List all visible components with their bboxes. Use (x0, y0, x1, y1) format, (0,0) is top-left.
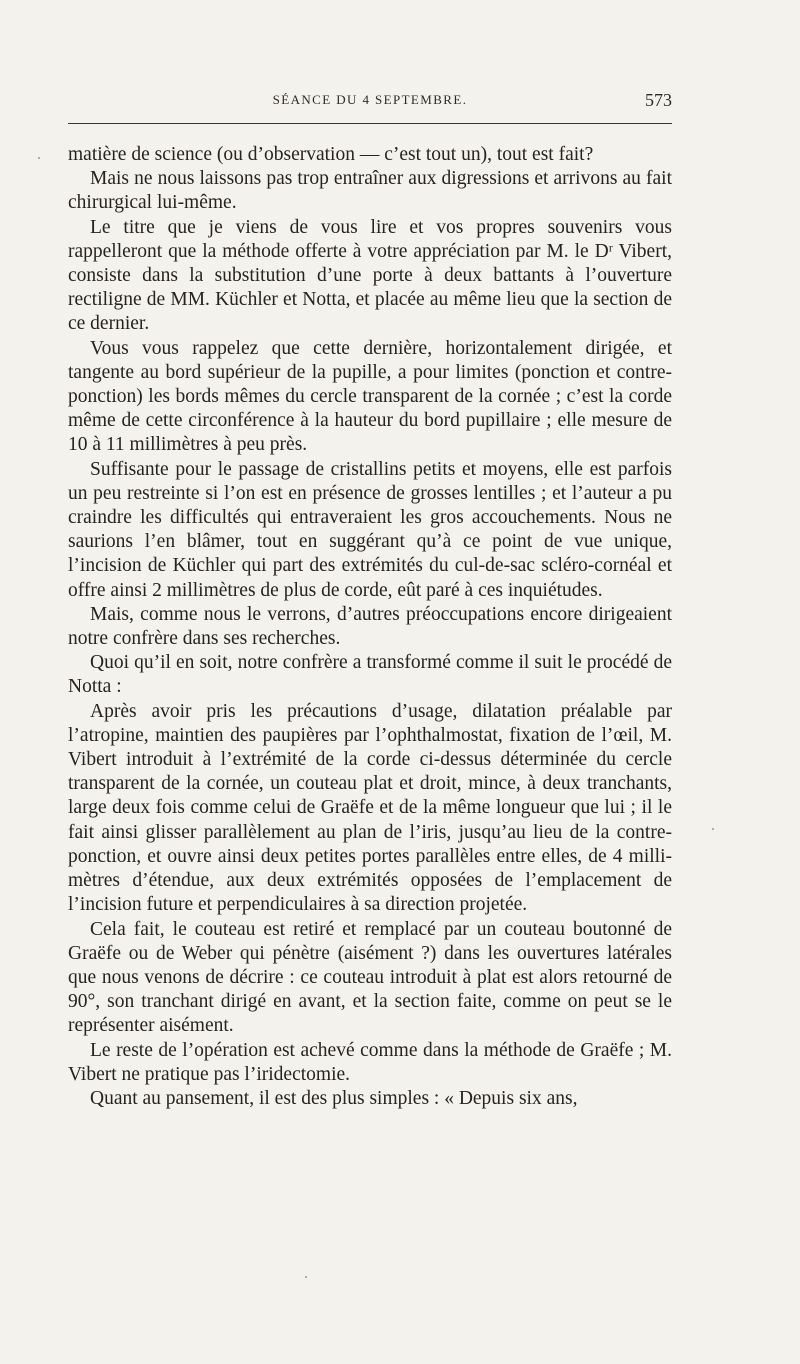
paragraph-continuation: matière de science (ou d’observation — c’est tout un), tout est fait? (68, 144, 594, 165)
paragraph: Quoi qu’il en soit, notre confrère a transformé comme il suit le procédé de Notta : (68, 652, 672, 698)
body-text (68, 143, 672, 1111)
paragraph: Quant au pansement, il est des plus simples : « Depuis six ans, (90, 1087, 578, 1109)
paper-speck (305, 1276, 307, 1278)
paragraph: Mais ne nous laissons pas trop entraîner aux digressions et arrivons au fait chirurgical lui-même. (68, 168, 672, 214)
paragraph: Vous vous rappelez que cette dernière, horizontalement dirigée, et tangente au bord supérieur de la pupille, a pour limites (ponction et contre-ponction) les bords mêmes du cercle transparent de la cornée ; c’est la corde même de cette circonférence à la hauteur du bord pupillaire ; elle mesure de 10 à 11 millimètres à peu près. (68, 337, 672, 456)
paper-speck (38, 157, 40, 159)
paragraph: Après avoir pris les précautions d’usage, dilatation préalable par l’atropine, maintien des paupières par l’ophthalmostat, fixation de l’œil, M. Vibert introduit à l’extrémité de la corde ci-dessus déterminée du cercle transparent de la cornée, un couteau plat et droit, mince, à deux tranchants, large deux fois comme celui de Graëfe et de la même longueur que lui ; il le fait ainsi glisser parallèlement au plan de l’iris, jusqu’au lieu de la contre-ponction, et ouvre ainsi deux petites portes parallèles entre elles, de 4 millimètres d’étendue, aux deux extrémités opposées de l’emplacement de l’incision future et perpendiculaires à sa direction projetée. (68, 700, 672, 916)
header-rule (68, 123, 672, 124)
paragraph: Suffisante pour le passage de cristallins petits et moyens, elle est parfois un peu restreinte si l’on est en présence de grosses lentilles ; et l’auteur a pu craindre les difficultés qui entraveraient les gros accouchements. Nous ne saurions l’en blâmer, tout en suggérant qu’à ce point de vue unique, l’incision de Küchler qui part des extrémités du cul-de-sac scléro-cornéal et offre ainsi 2 millimètres de plus de corde, eût paré à ces inquiétudes. (68, 458, 672, 601)
paragraph: Le reste de l’opération est achevé comme dans la méthode de Graëfe ; M. Vibert ne pratique pas l’iridectomie. (68, 1039, 672, 1085)
paper-speck (712, 828, 714, 830)
page-header (68, 90, 672, 114)
paragraph: Cela fait, le couteau est retiré et remplacé par un couteau boutonné de Graëfe ou de Weber qui pénètre (aisément ?) dans les ouvertures latérales que nous venons de décrire : ce couteau introduit à plat est alors retourné de 90°, son tranchant dirigé en avant, et la section faite, comme on peut se le représenter aisément. (68, 918, 672, 1037)
paragraph: Mais, comme nous le verrons, d’autres préoccupations encore dirigeaient notre confrère dans ses recherches. (68, 603, 672, 650)
page-number: 573 (645, 90, 672, 110)
running-title: SÉANCE DU 4 SEPTEMBRE. (272, 92, 468, 107)
paragraph: Le titre que je viens de vous lire et vos propres souvenirs vous rappelleront que la méthode offerte à votre appréciation par M. le Dʳ Vibert, consiste dans la substitution d’une porte à deux battants à l’ouverture rectiligne de MM. Küchler et Notta, et placée au même lieu que la section de ce dernier. (68, 216, 672, 335)
